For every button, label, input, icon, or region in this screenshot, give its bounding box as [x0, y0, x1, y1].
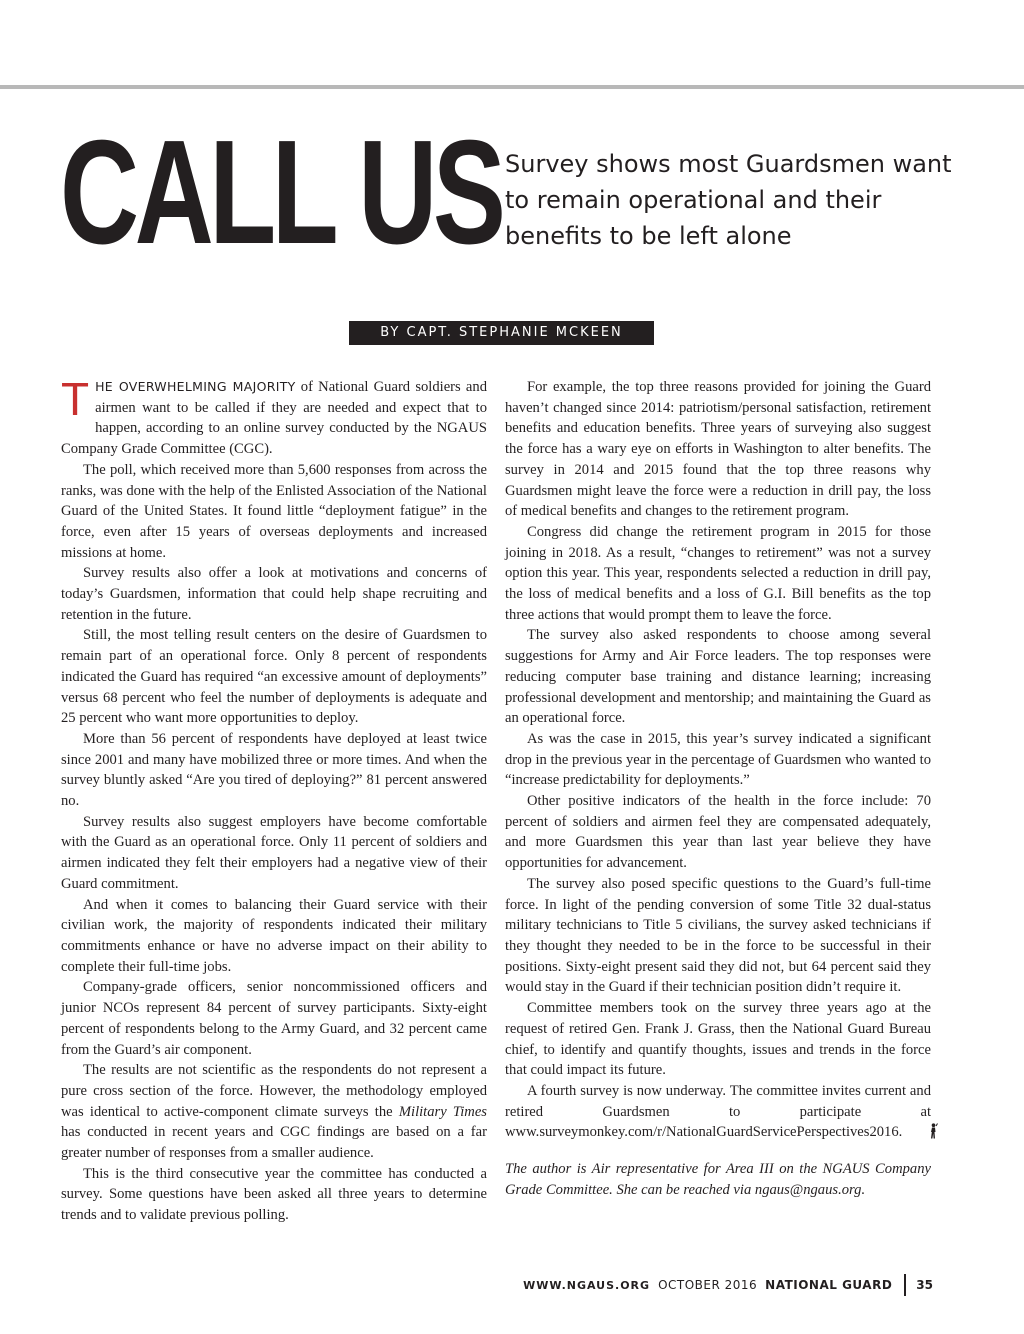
deck: Survey shows most Guardsmen want to remain operational and their benefits to be left alone — [505, 150, 952, 250]
right-column — [505, 377, 931, 1200]
lead-in: HE OVERWHELMING MAJORITY — [95, 379, 296, 394]
byline: BY CAPT. STEPHANIE MCKEEN — [349, 321, 654, 345]
drop-cap: T — [61, 373, 90, 425]
footer-issue-date: OCTOBER 2016 — [658, 1278, 758, 1292]
left-column — [61, 373, 488, 1226]
body-paragraph: Congress did change the retirement program in 2015 for those joining in 2018. As a result, “changes to retirement” was not a survey option this year. This year, respondents selected a reduction in drill pay, the loss of medical benefits and a loss of G.I. Bill benefits as the top three actions that would prompt them to leave the force. — [505, 523, 931, 623]
headline: CALL US — [60, 110, 502, 275]
body-paragraph: Committee members took on the survey three years ago at the request of retired Gen. Frank J. Grass, then the National Guard Bureau chief, to identify and quantify thoughts, issues and trends in the force that could impact its future. — [505, 1000, 931, 1079]
body-paragraph: For example, the top three reasons provided for joining the Guard haven’t changed since 2014: patriotism/personal satisfaction, retirement benefits and education benefits. Three years of surveying also suggest the force has a wary eye on efforts in Washington to alter benefits. The survey in 2014 and 2015 found that the top three reasons why Guardsmen might leave the force were a reduction in drill pay, the loss of medical benefits and changes to the retirement program. — [505, 379, 931, 520]
body-paragraph: Other positive indicators of the health in the force include: 70 percent of soldiers and airmen feel they are compensated adequately, and more Guardsmen this year than last year believe they have opportunities for advancement. — [505, 793, 931, 872]
body-paragraph: The survey also asked respondents to choose among several suggestions for Army and Air Force leaders. The top responses were reducing computer base training and distance learning; increasing professional development and mentorship; and maintaining the Guard as an operational force. — [505, 627, 931, 727]
body-paragraph: Company-grade officers, senior noncommissioned officers and junior NCOs represent 84 percent of survey participants. Sixty-eight percent of respondents belong to the Army Guard, and 32 percent came from the Guard’s air component. — [61, 979, 487, 1058]
top-rule — [0, 85, 1024, 89]
page-number: 35 — [916, 1278, 933, 1292]
body-paragraph: The poll, which received more than 5,600 responses from across the ranks, was done with the help of the Enlisted Association of the National Guard of the United States. It found little “deployment fatigue” in the force, even after 15 years of overseas deployments and increased missions at home. — [61, 461, 487, 561]
body-paragraph-methodology: The results are not scientific as the respondents do not represent a pure cross section of the force. However, the methodology employed was identical to active-component climate surveys the Military Times has conducted in recent years and CGC findings are based on a far greater number of responses from a smaller audience. — [61, 1062, 487, 1162]
body-paragraph: Survey results also suggest employers have become comfortable with the Guard as an operational force. Only 11 percent of soldiers and airmen indicated they felt their employers had a negative view of their Guard commitment. — [61, 813, 487, 892]
body-paragraph-final: A fourth survey is now underway. The committee invites current and retired Guardsmen to participate at www.surveymonkey.com/r/NationalGuardServicePerspectives2016. — [505, 1081, 931, 1143]
body-paragraph: As was the case in 2015, this year’s survey indicated a significant drop in the previous year in the percentage of Guardsmen who wanted to “increase predictability for deployments.” — [505, 730, 931, 789]
body-paragraph: Still, the most telling result centers on the desire of Guardsmen to remain part of an operational force. Only 8 percent of respondents indicated the Guard has required “an excessive amount of deployments” versus 68 percent who feel the number of deployments is adequate and 25 percent who want more opportunities to deploy. — [61, 627, 487, 727]
author-bio: The author is Air representative for Area III on the NGAUS Company Grade Committee. She can be reached via ngaus@ngaus.org. — [505, 1161, 931, 1198]
body-paragraph: The survey also posed specific questions to the Guard’s full-time force. In light of the pending conversion of some Title 32 dual-status military technicians to Title 5 civilians, the survey asked technicians if they thought they needed to be in the force to be successful in their positions. Sixty-eight present said they did not, but 64 percent said they would stay in the Guard if their technician position didn’t require it. — [505, 875, 931, 996]
minuteman-end-mark-icon — [906, 1123, 916, 1139]
body-paragraph: More than 56 percent of respondents have deployed at least twice since 2001 and many have mobilized three or more times. And when the survey bluntly asked “Are you tired of deploying?” 81 percent answered no. — [61, 730, 487, 810]
footer-url[interactable]: WWW.NGAUS.ORG — [523, 1278, 651, 1292]
footer-magazine-name: NATIONAL GUARD — [765, 1278, 893, 1292]
body-paragraph: This is the third consecutive year the committee has conducted a survey. Some questions have been asked all three years to determine trends and to validate previous polling. — [61, 1165, 487, 1224]
body-paragraph: And when it comes to balancing their Guard service with their civilian work, the majority of respondents indicated their military commitments enhance or have no adverse impact on their ability to complete their full-time jobs. — [61, 896, 487, 975]
publication-title: Military Times — [398, 1103, 487, 1120]
footer-divider — [904, 1274, 906, 1296]
lead-paragraph: THE OVERWHELMING MAJORITY of National Guard soldiers and airmen want to be called if they are needed and expect that to happen, according to an online survey conducted by the NGAUS Company Grade Committee (CGC). — [61, 373, 488, 458]
page-footer — [523, 1273, 933, 1297]
body-paragraph: Survey results also offer a look at motivations and concerns of today’s Guardsmen, information that could help shape recruiting and retention in the future. — [61, 565, 487, 623]
